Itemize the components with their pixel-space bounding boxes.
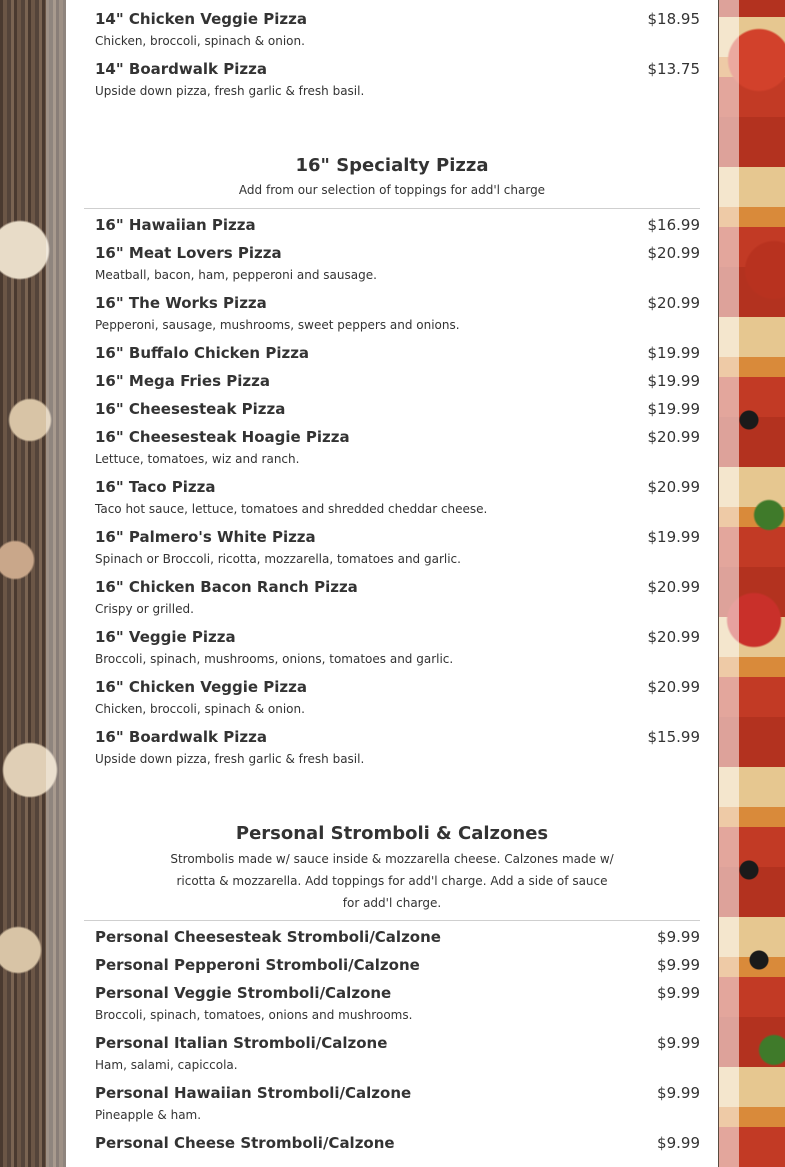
item-name: 16" Cheesesteak Pizza — [95, 400, 286, 418]
section-note: Strombolis made w/ sauce inside & mozzarella cheese. Calzones made w/ ricotta & mozzarella. Add toppings for add'l charge. Add a side of sauce for add'l charge. — [170, 852, 614, 910]
item-description: Ham, salami, capiccola. — [95, 1058, 238, 1072]
item-name: Personal Cheesesteak Stromboli/Calzone — [95, 928, 441, 946]
item-description: Pineapple & ham. — [95, 1108, 202, 1122]
item-description: Chicken, broccoli, spinach & onion. — [95, 702, 305, 716]
item-price: $9.99 — [657, 1034, 700, 1052]
item-price: $19.99 — [647, 400, 700, 418]
item-price: $20.99 — [647, 294, 700, 312]
item-description: Crispy or grilled. — [95, 602, 194, 616]
item-name: 16" The Works Pizza — [95, 294, 267, 312]
item-price: $15.99 — [647, 728, 700, 746]
item-description: Pepperoni, sausage, mushrooms, sweet peppers and onions. — [95, 318, 460, 332]
item-name: 16" Hawaiian Pizza — [95, 216, 256, 234]
item-price: $13.75 — [647, 60, 700, 78]
item-price: $19.99 — [647, 528, 700, 546]
item-name: 14" Chicken Veggie Pizza — [95, 10, 307, 28]
item-name: 16" Buffalo Chicken Pizza — [95, 344, 310, 362]
pizza-background-right — [719, 0, 785, 1167]
item-name: Personal Pepperoni Stromboli/Calzone — [95, 956, 420, 974]
item-description: Broccoli, spinach, tomatoes, onions and mushrooms. — [95, 1008, 413, 1022]
item-name: 16" Mega Fries Pizza — [95, 372, 270, 390]
item-description: Upside down pizza, fresh garlic & fresh basil. — [95, 84, 365, 98]
item-name: Personal Cheese Stromboli/Calzone — [95, 1134, 395, 1152]
item-name: Personal Veggie Stromboli/Calzone — [95, 984, 392, 1002]
item-description: Taco hot sauce, lettuce, tomatoes and shredded cheddar cheese. — [95, 502, 488, 516]
item-name: Personal Hawaiian Stromboli/Calzone — [95, 1084, 412, 1102]
item-name: Personal Italian Stromboli/Calzone — [95, 1034, 388, 1052]
item-description: Meatball, bacon, ham, pepperoni and sausage. — [95, 268, 377, 282]
section-divider — [84, 920, 700, 921]
item-name: 16" Palmero's White Pizza — [95, 528, 316, 546]
item-price: $19.99 — [647, 344, 700, 362]
section-divider — [84, 208, 700, 209]
item-price: $20.99 — [647, 678, 700, 696]
item-name: 14" Boardwalk Pizza — [95, 60, 267, 78]
item-price: $20.99 — [647, 428, 700, 446]
item-name: 16" Chicken Veggie Pizza — [95, 678, 307, 696]
item-price: $18.95 — [647, 10, 700, 28]
section-title: 16" Specialty Pizza — [295, 155, 489, 176]
item-price: $9.99 — [657, 1134, 700, 1152]
item-description: Spinach or Broccoli, ricotta, mozzarella, tomatoes and garlic. — [95, 552, 461, 566]
section-note: Add from our selection of toppings for add'l charge — [238, 183, 546, 197]
item-price: $20.99 — [647, 628, 700, 646]
item-name: 16" Chicken Bacon Ranch Pizza — [95, 578, 358, 596]
item-price: $19.99 — [647, 372, 700, 390]
wood-background-left — [0, 0, 66, 1167]
item-name: 16" Cheesesteak Hoagie Pizza — [95, 428, 350, 446]
item-description: Lettuce, tomatoes, wiz and ranch. — [95, 452, 300, 466]
item-price: $16.99 — [647, 216, 700, 234]
item-description: Chicken, broccoli, spinach & onion. — [95, 34, 305, 48]
item-price: $9.99 — [657, 928, 700, 946]
item-name: 16" Boardwalk Pizza — [95, 728, 267, 746]
item-price: $20.99 — [647, 244, 700, 262]
item-description: Upside down pizza, fresh garlic & fresh basil. — [95, 752, 365, 766]
item-name: 16" Veggie Pizza — [95, 628, 236, 646]
item-name: 16" Meat Lovers Pizza — [95, 244, 282, 262]
item-price: $9.99 — [657, 1084, 700, 1102]
item-price: $9.99 — [657, 984, 700, 1002]
item-price: $20.99 — [647, 578, 700, 596]
item-price: $20.99 — [647, 478, 700, 496]
item-name: 16" Taco Pizza — [95, 478, 216, 496]
item-price: $9.99 — [657, 956, 700, 974]
section-title: Personal Stromboli & Calzones — [235, 823, 549, 844]
item-description: Broccoli, spinach, mushrooms, onions, tomatoes and garlic. — [95, 652, 454, 666]
